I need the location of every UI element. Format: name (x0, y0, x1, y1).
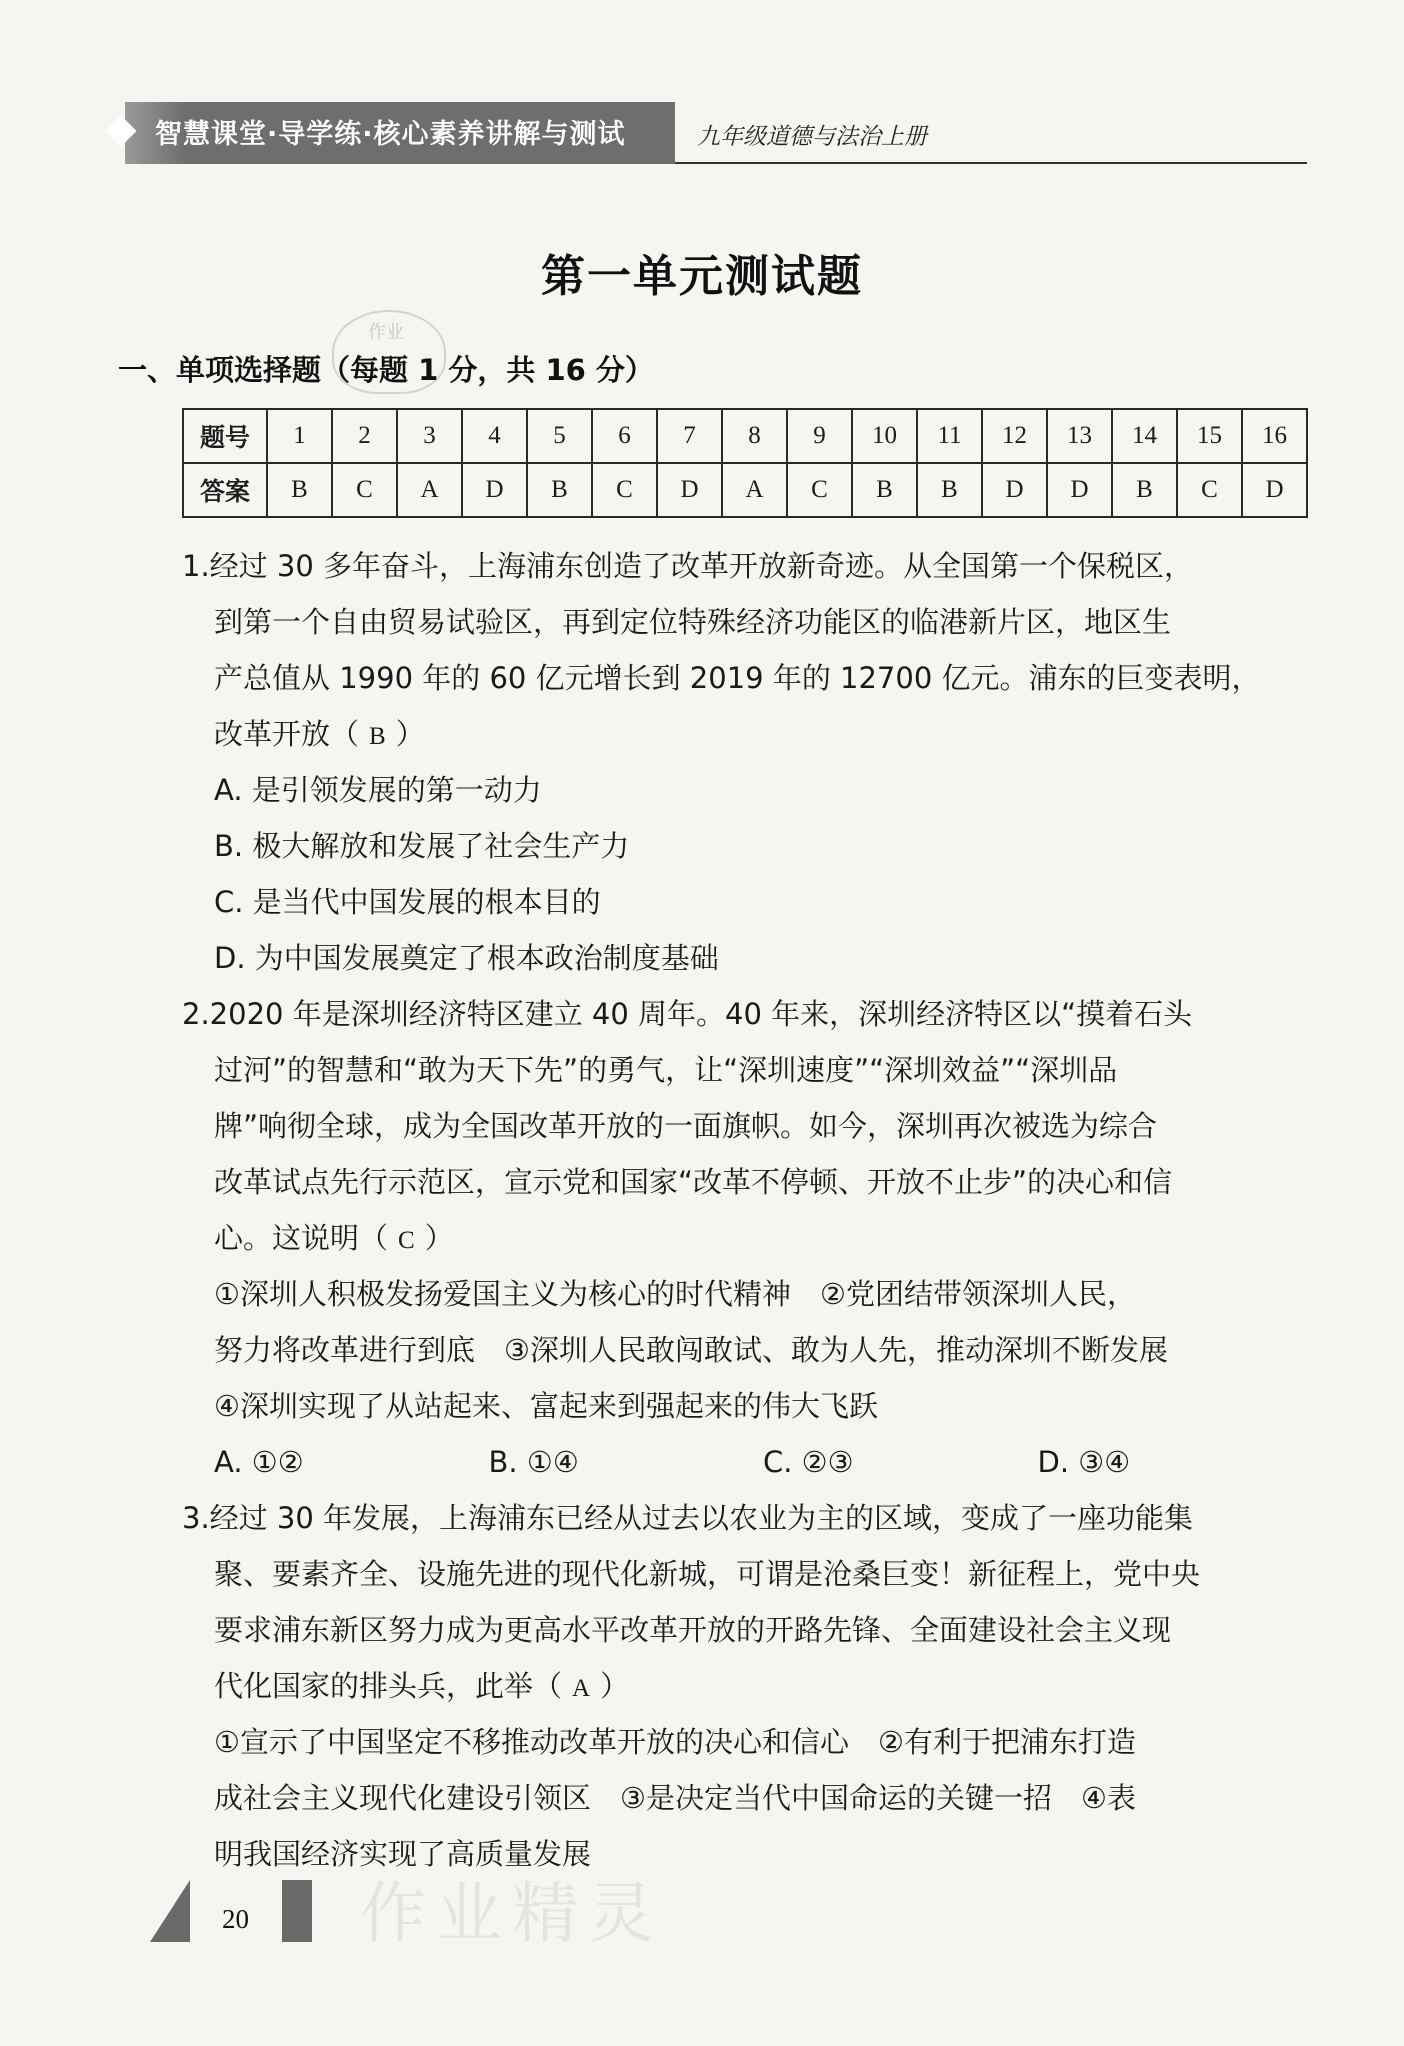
handwritten-answer: B (369, 723, 386, 750)
question-stem-text: 改革开放（ (214, 717, 360, 751)
table-cell-answer: C (787, 463, 852, 517)
table-cell-answer: B (852, 463, 917, 517)
option-a: A. ①② (214, 1445, 304, 1479)
table-row-label: 题号 (183, 409, 267, 463)
table-cell-number: 14 (1112, 409, 1177, 463)
question-stem-end (182, 706, 1312, 762)
table-cell-number: 8 (722, 409, 787, 463)
question-stem-line: 要求浦东新区努力成为更高水平改革开放的开路先锋、全面建设社会主义现 (214, 1613, 1172, 1647)
table-cell-answer: A (397, 463, 462, 517)
table-cell-answer: D (1242, 463, 1307, 517)
unit-title: 第一单元测试题 (541, 251, 863, 302)
table-cell-number: 16 (1242, 409, 1307, 463)
question-stem-line: 2.2020 年是深圳经济特区建立 40 周年。40 年来，深圳经济特区以“摸着石头 (182, 997, 1193, 1031)
handwritten-answer: A (572, 1675, 591, 1702)
table-cell-number: 10 (852, 409, 917, 463)
answer-table-number-row (183, 409, 1307, 463)
option-c: C. 是当代中国发展的根本目的 (214, 885, 601, 919)
handwritten-answer: C (398, 1227, 415, 1254)
option-row (182, 1434, 1312, 1490)
question-2 (182, 986, 1312, 1490)
statement-line: ①深圳人积极发扬爱国主义为核心的时代精神 ②党团结带领深圳人民， (214, 1277, 1136, 1311)
table-cell-answer: C (332, 463, 397, 517)
footer-bar (282, 1880, 312, 1942)
question-stem-line: 产总值从 1990 年的 60 亿元增长到 2019 年的 12700 亿元。浦东的巨变表明， (214, 661, 1261, 695)
table-cell-answer: B (1112, 463, 1177, 517)
table-cell-answer: D (462, 463, 527, 517)
stamp-text: 作业 (368, 322, 404, 343)
statement-line: 成社会主义现代化建设引领区 ③是决定当代中国命运的关键一招 ④表 (214, 1781, 1136, 1815)
option-c: C. ②③ (763, 1445, 854, 1479)
question-1 (182, 538, 1312, 986)
table-cell-number: 4 (462, 409, 527, 463)
question-stem-end (182, 1658, 1312, 1714)
option-d: D. 为中国发展奠定了根本政治制度基础 (214, 941, 719, 975)
question-stem-line: 改革试点先行示范区，宣示党和国家“改革不停顿、开放不止步”的决心和信 (214, 1165, 1173, 1199)
table-cell-answer: D (982, 463, 1047, 517)
table-cell-answer: C (1177, 463, 1242, 517)
footer-triangle (150, 1880, 190, 1942)
question-stem-line: 聚、要素齐全、设施先进的现代化新城，可谓是沧桑巨变！新征程上，党中央 (214, 1557, 1201, 1591)
table-cell-answer: B (267, 463, 332, 517)
table-cell-number: 13 (1047, 409, 1112, 463)
header-title: 智慧课堂·导学练·核心素养讲解与测试 (155, 119, 626, 150)
statement-line: 明我国经济实现了高质量发展 (214, 1837, 592, 1871)
table-cell-number: 1 (267, 409, 332, 463)
question-stem-line: 3.经过 30 年发展，上海浦东已经从过去以农业为主的区域，变成了一座功能集 (182, 1501, 1194, 1535)
statement-line: ①宣示了中国坚定不移推动改革开放的决心和信心 ②有利于把浦东打造 (214, 1725, 1136, 1759)
header-rule (675, 162, 1307, 164)
section-heading: 一、单项选择题（每题 1 分，共 16 分） (118, 353, 654, 387)
table-cell-number: 15 (1177, 409, 1242, 463)
table-cell-answer: A (722, 463, 787, 517)
table-cell-answer: B (917, 463, 982, 517)
question-stem-line: 到第一个自由贸易试验区，再到定位特殊经济功能区的临港新片区，地区生 (214, 605, 1172, 639)
question-bracket: ） (600, 1669, 630, 1703)
header-subtitle: 九年级道德与法治上册 (697, 124, 927, 150)
table-cell-number: 11 (917, 409, 982, 463)
statement-line: 努力将改革进行到底 ③深圳人民敢闯敢试、敢为人先，推动深圳不断发展 (214, 1333, 1168, 1367)
watermark: 作业精灵 (360, 1875, 664, 1952)
question-stem-text: 代化国家的排头兵，此举（ (214, 1669, 563, 1703)
table-cell-number: 12 (982, 409, 1047, 463)
table-cell-answer: C (592, 463, 657, 517)
question-bracket: ） (395, 717, 425, 751)
table-cell-answer: B (527, 463, 592, 517)
question-stem-end (182, 1210, 1312, 1266)
table-cell-answer: D (1047, 463, 1112, 517)
table-cell-number: 3 (397, 409, 462, 463)
table-cell-number: 2 (332, 409, 397, 463)
option-b: B. 极大解放和发展了社会生产力 (214, 829, 630, 863)
question-stem-text: 心。这说明（ (214, 1221, 389, 1255)
questions (182, 538, 1312, 1882)
table-cell-number: 7 (657, 409, 722, 463)
question-stem-line: 过河”的智慧和“敢为天下先”的勇气，让“深圳速度”“深圳效益”“深圳品 (214, 1053, 1118, 1087)
table-cell-answer: D (657, 463, 722, 517)
question-stem-line: 牌”响彻全球，成为全国改革开放的一面旗帜。如今，深圳再次被选为综合 (214, 1109, 1158, 1143)
table-cell-number: 5 (527, 409, 592, 463)
question-stem-line: 1.经过 30 多年奋斗，上海浦东创造了改革开放新奇迹。从全国第一个保税区， (182, 549, 1194, 583)
answer-table-answer-row (183, 463, 1307, 517)
option-b: B. ①④ (488, 1445, 579, 1479)
answer-table (182, 408, 1308, 518)
option-a: A. 是引领发展的第一动力 (214, 773, 542, 807)
option-d: D. ③④ (1037, 1445, 1131, 1479)
table-cell-number: 6 (592, 409, 657, 463)
table-cell-number: 9 (787, 409, 852, 463)
question-bracket: ） (424, 1221, 454, 1255)
statement-line: ④深圳实现了从站起来、富起来到强起来的伟大飞跃 (214, 1389, 878, 1423)
table-row-label: 答案 (183, 463, 267, 517)
question-3 (182, 1490, 1312, 1882)
page-number: 20 (222, 1904, 249, 1934)
